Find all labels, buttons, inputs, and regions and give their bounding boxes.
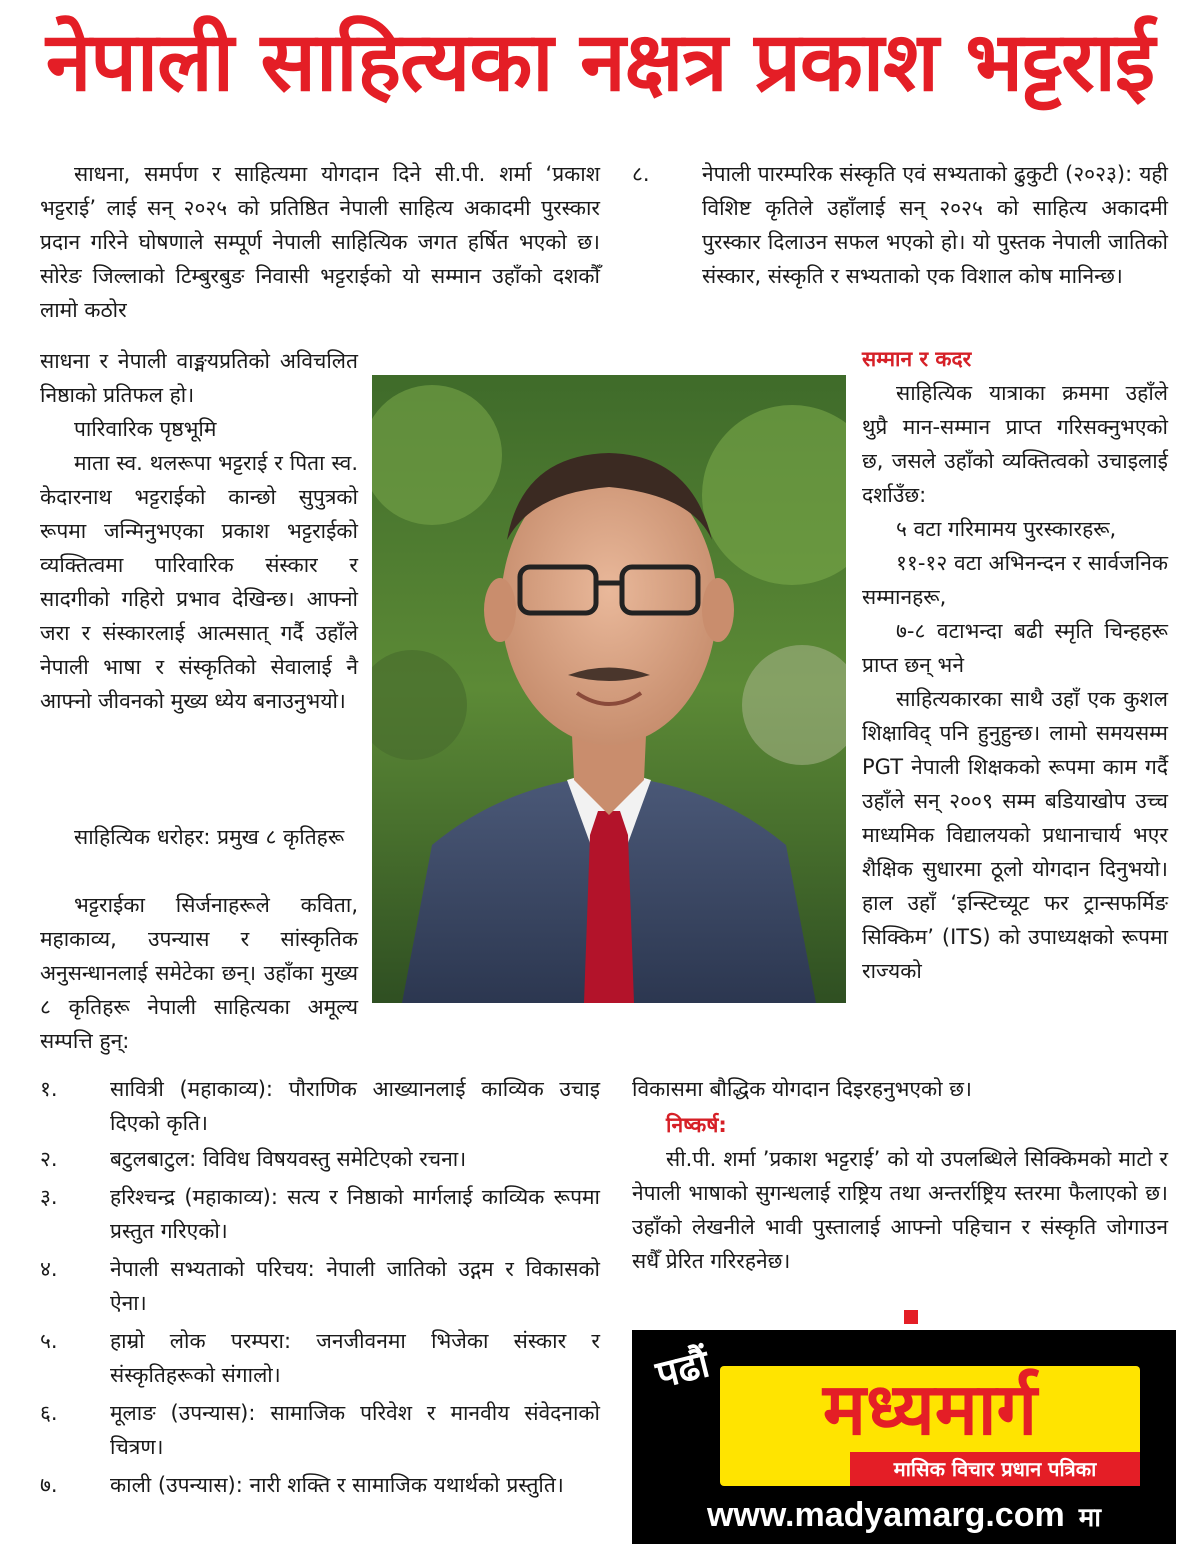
end-mark [904, 1310, 918, 1324]
heritage-heading-block [40, 820, 358, 854]
family-paragraph [40, 446, 358, 718]
list-text: हरिश्चन्द्र (महाकाव्य): सत्य र निष्ठाको मार्गलाई काव्यिक रूपमा प्रस्तुत गरिएको। [110, 1185, 600, 1243]
list-item [40, 1072, 600, 1140]
heritage-text: भट्टराईका सिर्जनाहरूले कविता, महाकाव्य, उपन्यास र सांस्कृतिक अनुसन्धानलाई समेटेका छन्। उहाँका मुख्य ८ कृतिहरू नेपाली साहित्यका अमूल्य सम्पत्ति हुन्: [40, 893, 358, 1053]
intro-tail: साधना र नेपाली वाङ्मयप्रतिको अविचलित निष्ठाको प्रतिफल हो। [40, 349, 358, 407]
ad-url[interactable]: www.madyamarg.com [706, 1496, 1065, 1534]
list-item [632, 157, 1168, 293]
heritage-paragraph [40, 888, 358, 1058]
list-number: ७. [40, 1473, 58, 1497]
honors-paragraph [862, 376, 1168, 988]
list-number: २. [40, 1147, 58, 1171]
ad-url-line [632, 1496, 1176, 1535]
list-number: ८. [632, 162, 650, 186]
teacher-text: साहित्यकारका साथै उहाँ एक कुशल शिक्षाविद् पनि हुनुहुन्छ। लामो समयसम्म PGT नेपाली शिक्षकको रूपमा काम गर्दै उहाँले सन् २००९ सम्म बडियाखोप उच्च माध्यमिक विद्यालयको प्रधानाचार्य भएर शैक्षिक सुधारमा ठूलो योगदान दिनुभयो। हाल उहाँ ‘इन्स्टिच्यूट फर ट्रान्सफर्मिङ सिक्किम’ (ITS) को उपाध्यक्षको रूपमा राज्यको [862, 687, 1168, 983]
portrait-illustration [372, 375, 846, 1003]
magazine-ad[interactable] [632, 1330, 1176, 1544]
author-photo [372, 375, 846, 1003]
list-text: हाम्रो लोक परम्परा: जनजीवनमा भिजेका संस्कार र संस्कृतिहरूको संगालो। [110, 1329, 600, 1387]
conclusion-paragraph [632, 1142, 1168, 1278]
list-text: नेपाली पारम्परिक संस्कृति एवं सभ्यताको ढुकुटी (२०२३): यही विशिष्ट कृतिले उहाँलाई सन् २०२५ को साहित्य अकादमी पुरस्कार दिलाउन सफल भएको हो। यो पुस्तक नेपाली जातिको संस्कार, संस्कृति र सभ्यताको एक विशाल कोष मानिन्छ। [702, 162, 1168, 288]
list-text: बटुलबाटुल: विविध विषयवस्तु समेटिएको रचना। [110, 1147, 467, 1171]
list-item [40, 1142, 600, 1176]
honors-tail [632, 1072, 1168, 1106]
list-text: सावित्री (महाकाव्य): पौराणिक आख्यानलाई काव्यिक उचाइ दिएको कृति। [110, 1077, 600, 1135]
family-heading: पारिवारिक पृष्ठभूमि [74, 417, 217, 441]
list-text: काली (उपन्यास): नारी शक्ति र सामाजिक यथार्थको प्रस्तुति। [110, 1473, 564, 1497]
intro-continuation [40, 344, 358, 412]
honors-text: साहित्यिक यात्राका क्रममा उहाँले थुप्रै मान-सम्मान प्राप्त गरिसक्नुभएको छ, जसले उहाँको व्यक्तित्वको उचाइलाई दर्शाउँछ: [862, 381, 1168, 507]
heritage-heading: साहित्यिक धरोहर: प्रमुख ८ कृतिहरू [74, 825, 345, 849]
list-item [40, 1252, 600, 1320]
conclusion-text: सी.पी. शर्मा ’प्रकाश भट्टराई’ को यो उपलब्धिले सिक्किमको माटो र नेपाली भाषाको सुगन्धलाई राष्ट्रिय तथा अन्तर्राष्ट्रिय स्तरमा फैलाएको छ। उहाँको लेखनीले भावी पुस्तालाई आफ्नो पहिचान र संस्कृति जोगाउन सधैँ प्रेरित गरिरहनेछ। [632, 1147, 1168, 1273]
list-number: ४. [40, 1257, 58, 1281]
ad-title: मध्यमार्ग [822, 1367, 1038, 1451]
list-number: ३. [40, 1185, 58, 1209]
ad-url-suffix: मा [1078, 1503, 1102, 1533]
list-number: ६. [40, 1401, 58, 1425]
honors-item: ११-१२ वटा अभिनन्दन र सार्वजनिक सम्मानहरू, [862, 551, 1168, 609]
honors-item: ७-८ वटाभन्दा बढी स्मृति चिन्हहरू प्राप्त छन् भने [862, 619, 1168, 677]
conclusion-heading: निष्कर्ष: [666, 1113, 727, 1137]
family-text: माता स्व. थलरूपा भट्टराई र पिता स्व. केदारनाथ भट्टराईको कान्छो सुपुत्रको रूपमा जन्मिनुभएका प्रकाश भट्टराईको व्यक्तित्वमा पारिवारिक संस्कार र सादगीको गहिरो प्रभाव देखिन्छ। आफ्नो जरा र संस्कारलाई आत्मसात् गर्दै उहाँले नेपाली भाषा र संस्कृतिको सेवालाई नै आफ्नो जीवनको मुख्य ध्येय बनाउनुभयो। [40, 451, 358, 713]
list-item [40, 1396, 600, 1464]
intro-paragraph [40, 157, 600, 327]
honors-heading: सम्मान र कदर [862, 347, 972, 371]
list-item [40, 1324, 600, 1392]
honors-item: ५ वटा गरिमामय पुरस्कारहरू, [896, 517, 1117, 541]
list-text: नेपाली सभ्यताको परिचय: नेपाली जातिको उद्गम र विकासको ऐना। [110, 1257, 600, 1315]
teacher-tail: विकासमा बौद्धिक योगदान दिइरहनुभएको छ। [632, 1077, 972, 1101]
ad-read-label: पढौं [651, 1341, 714, 1397]
headline: नेपाली साहित्यका नक्षत्र प्रकाश भट्टराई [45, 15, 1155, 110]
ad-tagline: मासिक विचार प्रधान पत्रिका [850, 1452, 1140, 1486]
list-text: मूलाङ (उपन्यास): सामाजिक परिवेश र मानवीय संवेदनाको चित्रण। [110, 1401, 600, 1459]
list-item [40, 1180, 600, 1248]
list-number: १. [40, 1077, 58, 1101]
list-item [40, 1468, 600, 1502]
intro-text: साधना, समर्पण र साहित्यमा योगदान दिने सी.पी. शर्मा ‘प्रकाश भट्टराई’ लाई सन् २०२५ को प्रतिष्ठित नेपाली साहित्य अकादमी पुरस्कार प्रदान गरिने घोषणाले सम्पूर्ण नेपाली साहित्यिक जगत हर्षित भएको छ। सोरेङ जिल्लाको टिम्बुरबुङ निवासी भट्टराईको यो सम्मान उहाँको दशकौँ लामो कठोर [40, 162, 600, 322]
list-number: ५. [40, 1329, 58, 1353]
ad-badge [720, 1366, 1140, 1486]
